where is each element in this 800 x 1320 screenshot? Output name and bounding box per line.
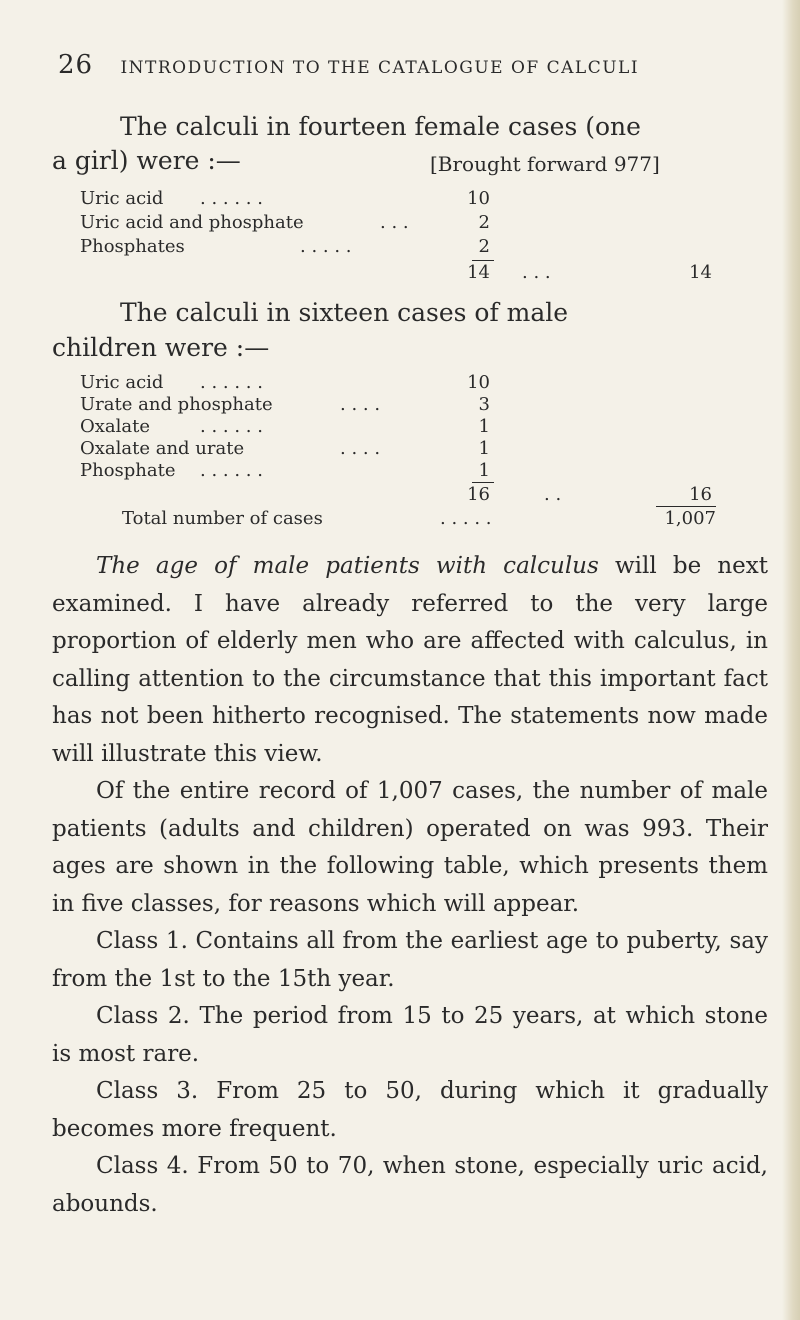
table-row	[80, 460, 720, 482]
italic-phrase: The age of male patients with calculus	[96, 553, 599, 579]
male-intro-line1: The calculi in sixteen cases of male	[120, 298, 569, 327]
row-value: 10	[467, 372, 490, 393]
row-value: 1	[478, 416, 490, 437]
carried-value: 14	[689, 262, 712, 283]
paragraph-text: will be next examined. I have already referred to the very large proportion of elderly men who are affected with calculus, in calling attention to the circumstance that this important fact has not been hitherto recognised. The statements now made will illustrate this view.	[52, 553, 768, 767]
subtotal-row	[80, 484, 720, 506]
row-value: 3	[478, 394, 490, 415]
row-dots: . . . .	[340, 394, 381, 415]
running-title: INTRODUCTION TO THE CATALOGUE OF CALCULI	[120, 58, 640, 78]
male-intro-line2: children were :—	[52, 333, 270, 362]
row-value: 2	[478, 236, 490, 257]
table-row	[80, 372, 720, 394]
female-intro-line2: a girl) were :—	[52, 146, 241, 175]
paragraph: Class 4. From 50 to 70, when stone, especially uric acid, abounds.	[52, 1153, 768, 1217]
row-label: Phosphate	[80, 460, 176, 481]
subtotal-dots: . .	[544, 484, 562, 505]
row-label: Oxalate and urate	[80, 438, 245, 459]
running-header	[58, 50, 758, 80]
page-edge-shadow	[782, 0, 800, 1320]
table-row	[80, 212, 720, 236]
total-row	[80, 508, 720, 530]
row-label: Phosphates	[80, 236, 185, 257]
row-dots: . . .	[380, 212, 409, 233]
row-label: Uric acid and phosphate	[80, 212, 304, 233]
row-label: Uric acid	[80, 188, 164, 209]
row-dots: . . . . . .	[200, 188, 263, 209]
female-table	[80, 188, 720, 308]
page-number: 26	[58, 50, 94, 80]
row-dots: . . . . .	[300, 236, 352, 257]
total-dots: . . . . .	[440, 508, 492, 529]
table-row	[80, 188, 720, 212]
table-row	[80, 236, 720, 260]
row-value: 1	[478, 438, 490, 459]
table-row	[80, 416, 720, 438]
carried-value: 16	[689, 484, 712, 505]
subtotal-rule	[472, 260, 494, 261]
row-value: 10	[467, 188, 490, 209]
subtotal-value: 14	[467, 262, 490, 283]
male-children-table	[80, 372, 720, 542]
subtotal-dots: . . .	[522, 262, 551, 283]
row-value: 2	[478, 212, 490, 233]
subtotal-rule	[472, 482, 494, 483]
paragraph: Of the entire record of 1,007 cases, the number of male patients (adults and children) operated on was 993. Their ages are shown in the following table, which presents them in five classes, for reasons which will appear.	[52, 778, 768, 917]
row-dots: . . . .	[340, 438, 381, 459]
total-label: Total number of cases	[122, 508, 323, 529]
total-rule	[656, 506, 716, 507]
body-text	[52, 548, 768, 1223]
subtotal-row	[80, 262, 720, 286]
row-label: Urate and phosphate	[80, 394, 273, 415]
total-value: 1,007	[664, 508, 716, 529]
subtotal-value: 16	[467, 484, 490, 505]
female-intro-line1: The calculi in fourteen female cases (one	[120, 112, 641, 141]
row-dots: . . . . . .	[200, 416, 263, 437]
row-label: Uric acid	[80, 372, 164, 393]
paragraph	[52, 548, 768, 773]
paragraph: Class 3. From 25 to 50, during which it gradually becomes more frequent.	[52, 1078, 768, 1142]
row-dots: . . . . . .	[200, 460, 263, 481]
paragraph: Class 2. The period from 15 to 25 years, at which stone is most rare.	[52, 1003, 768, 1067]
table-row	[80, 438, 720, 460]
row-dots: . . . . . .	[200, 372, 263, 393]
row-value: 1	[478, 460, 490, 481]
paragraph: Class 1. Contains all from the earliest age to puberty, say from the 1st to the 15th year.	[52, 928, 768, 992]
brought-forward: [Brought forward 977]	[430, 152, 660, 176]
table-row	[80, 394, 720, 416]
row-label: Oxalate	[80, 416, 151, 437]
